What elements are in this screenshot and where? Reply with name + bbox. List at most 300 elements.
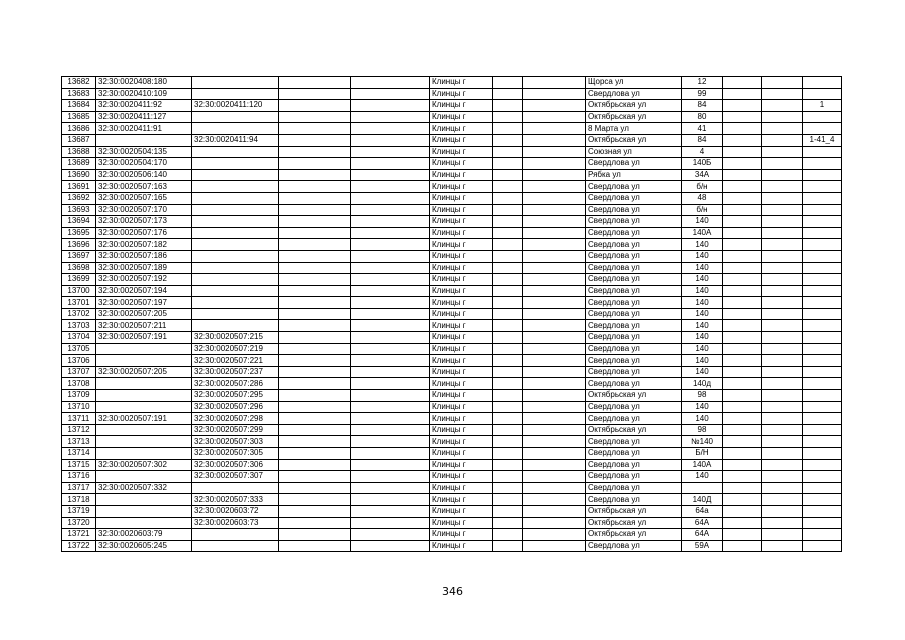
apartment-cell bbox=[803, 424, 842, 436]
apartment-cell bbox=[803, 297, 842, 309]
apartment-cell bbox=[803, 216, 842, 228]
empty-cell bbox=[493, 204, 523, 216]
street-cell: Свердлова ул bbox=[586, 482, 682, 494]
city-cell: Клинцы г bbox=[430, 216, 493, 228]
empty-cell bbox=[723, 424, 762, 436]
row-number-cell: 13684 bbox=[62, 100, 96, 112]
street-cell: Свердлова ул bbox=[586, 262, 682, 274]
empty-cell bbox=[723, 123, 762, 135]
city-cell: Клинцы г bbox=[430, 100, 493, 112]
cadastral-number-cell bbox=[96, 343, 192, 355]
empty-cell bbox=[762, 123, 803, 135]
empty-cell bbox=[279, 355, 351, 367]
table-row bbox=[62, 274, 842, 286]
empty-cell bbox=[493, 529, 523, 541]
table-row bbox=[62, 308, 842, 320]
empty-cell bbox=[493, 250, 523, 262]
empty-cell bbox=[762, 216, 803, 228]
row-number-cell: 13683 bbox=[62, 88, 96, 100]
street-cell: Октябрьская ул bbox=[586, 529, 682, 541]
empty-cell bbox=[279, 482, 351, 494]
empty-cell bbox=[493, 158, 523, 170]
city-cell: Клинцы г bbox=[430, 390, 493, 402]
apartment-cell bbox=[803, 505, 842, 517]
house-cell: 99 bbox=[682, 88, 723, 100]
cadastral-number-cell: 32:30:0020507:173 bbox=[96, 216, 192, 228]
apartment-cell bbox=[803, 471, 842, 483]
apartment-cell bbox=[803, 204, 842, 216]
empty-cell bbox=[351, 332, 430, 344]
table-row bbox=[62, 320, 842, 332]
cadastral-number-2-cell bbox=[192, 308, 279, 320]
empty-cell bbox=[279, 459, 351, 471]
row-number-cell: 13712 bbox=[62, 424, 96, 436]
empty-cell bbox=[279, 332, 351, 344]
apartment-cell bbox=[803, 390, 842, 402]
empty-cell bbox=[279, 192, 351, 204]
house-cell: 12 bbox=[682, 77, 723, 89]
street-cell: Свердлова ул bbox=[586, 378, 682, 390]
cadastral-number-cell: 32:30:0020507:191 bbox=[96, 413, 192, 425]
cadastral-number-2-cell: 32:30:0020507:307 bbox=[192, 471, 279, 483]
empty-cell bbox=[523, 181, 586, 193]
house-cell: 140 bbox=[682, 401, 723, 413]
empty-cell bbox=[762, 192, 803, 204]
empty-cell bbox=[493, 355, 523, 367]
table-row bbox=[62, 459, 842, 471]
empty-cell bbox=[523, 413, 586, 425]
empty-cell bbox=[279, 239, 351, 251]
empty-cell bbox=[523, 424, 586, 436]
empty-cell bbox=[279, 274, 351, 286]
table-row bbox=[62, 517, 842, 529]
house-cell: б/н bbox=[682, 181, 723, 193]
empty-cell bbox=[279, 378, 351, 390]
table-row bbox=[62, 88, 842, 100]
empty-cell bbox=[351, 459, 430, 471]
row-number-cell: 13693 bbox=[62, 204, 96, 216]
empty-cell bbox=[523, 459, 586, 471]
cadastral-number-2-cell bbox=[192, 88, 279, 100]
empty-cell bbox=[523, 88, 586, 100]
cadastral-number-cell bbox=[96, 494, 192, 506]
apartment-cell bbox=[803, 274, 842, 286]
street-cell: Рябка ул bbox=[586, 169, 682, 181]
row-number-cell: 13708 bbox=[62, 378, 96, 390]
table-row bbox=[62, 134, 842, 146]
cadastral-number-2-cell bbox=[192, 250, 279, 262]
row-number-cell: 13715 bbox=[62, 459, 96, 471]
city-cell: Клинцы г bbox=[430, 540, 493, 552]
empty-cell bbox=[723, 134, 762, 146]
apartment-cell bbox=[803, 378, 842, 390]
house-cell: 140 bbox=[682, 320, 723, 332]
cadastral-number-2-cell bbox=[192, 297, 279, 309]
city-cell: Клинцы г bbox=[430, 424, 493, 436]
empty-cell bbox=[762, 436, 803, 448]
empty-cell bbox=[493, 540, 523, 552]
city-cell: Клинцы г bbox=[430, 505, 493, 517]
cadastral-number-cell: 32:30:0020411:127 bbox=[96, 111, 192, 123]
cadastral-number-cell: 32:30:0020507:163 bbox=[96, 181, 192, 193]
empty-cell bbox=[762, 517, 803, 529]
empty-cell bbox=[523, 123, 586, 135]
city-cell: Клинцы г bbox=[430, 482, 493, 494]
city-cell: Клинцы г bbox=[430, 529, 493, 541]
table-row bbox=[62, 471, 842, 483]
empty-cell bbox=[493, 146, 523, 158]
cadastral-number-cell: 32:30:0020507:332 bbox=[96, 482, 192, 494]
apartment-cell bbox=[803, 332, 842, 344]
street-cell: Октябрьская ул bbox=[586, 134, 682, 146]
empty-cell bbox=[723, 540, 762, 552]
house-cell: 140Д bbox=[682, 494, 723, 506]
apartment-cell: 1-41_4 bbox=[803, 134, 842, 146]
empty-cell bbox=[351, 216, 430, 228]
city-cell: Клинцы г bbox=[430, 413, 493, 425]
cadastral-number-2-cell bbox=[192, 239, 279, 251]
empty-cell bbox=[523, 297, 586, 309]
empty-cell bbox=[723, 181, 762, 193]
empty-cell bbox=[723, 401, 762, 413]
cadastral-number-cell: 32:30:0020507:170 bbox=[96, 204, 192, 216]
table-row bbox=[62, 355, 842, 367]
apartment-cell bbox=[803, 169, 842, 181]
apartment-cell bbox=[803, 436, 842, 448]
empty-cell bbox=[279, 262, 351, 274]
empty-cell bbox=[723, 158, 762, 170]
cadastral-number-2-cell: 32:30:0020507:303 bbox=[192, 436, 279, 448]
apartment-cell bbox=[803, 494, 842, 506]
empty-cell bbox=[723, 471, 762, 483]
street-cell: 8 Марта ул bbox=[586, 123, 682, 135]
empty-cell bbox=[523, 366, 586, 378]
table-row bbox=[62, 262, 842, 274]
cadastral-number-2-cell: 32:30:0020507:306 bbox=[192, 459, 279, 471]
table-row bbox=[62, 378, 842, 390]
empty-cell bbox=[762, 274, 803, 286]
cadastral-number-cell bbox=[96, 517, 192, 529]
cadastral-number-2-cell bbox=[192, 274, 279, 286]
row-number-cell: 13717 bbox=[62, 482, 96, 494]
empty-cell bbox=[723, 378, 762, 390]
empty-cell bbox=[279, 366, 351, 378]
table-row bbox=[62, 332, 842, 344]
cadastral-number-2-cell: 32:30:0020507:305 bbox=[192, 448, 279, 460]
empty-cell bbox=[351, 448, 430, 460]
cadastral-number-cell: 32:30:0020506:140 bbox=[96, 169, 192, 181]
row-number-cell: 13689 bbox=[62, 158, 96, 170]
table-row bbox=[62, 448, 842, 460]
street-cell: Союзная ул bbox=[586, 146, 682, 158]
apartment-cell bbox=[803, 308, 842, 320]
empty-cell bbox=[279, 401, 351, 413]
empty-cell bbox=[762, 227, 803, 239]
empty-cell bbox=[351, 192, 430, 204]
city-cell: Клинцы г bbox=[430, 239, 493, 251]
empty-cell bbox=[351, 158, 430, 170]
empty-cell bbox=[493, 111, 523, 123]
empty-cell bbox=[523, 320, 586, 332]
empty-cell bbox=[493, 227, 523, 239]
empty-cell bbox=[723, 332, 762, 344]
empty-cell bbox=[723, 100, 762, 112]
empty-cell bbox=[351, 250, 430, 262]
empty-cell bbox=[279, 448, 351, 460]
empty-cell bbox=[723, 366, 762, 378]
house-cell: 140 bbox=[682, 297, 723, 309]
cadastral-number-2-cell bbox=[192, 181, 279, 193]
cadastral-number-2-cell bbox=[192, 192, 279, 204]
cadastral-number-2-cell bbox=[192, 262, 279, 274]
city-cell: Клинцы г bbox=[430, 134, 493, 146]
empty-cell bbox=[493, 77, 523, 89]
cadastral-number-2-cell: 32:30:0020507:333 bbox=[192, 494, 279, 506]
apartment-cell bbox=[803, 343, 842, 355]
empty-cell bbox=[279, 169, 351, 181]
empty-cell bbox=[523, 204, 586, 216]
empty-cell bbox=[279, 505, 351, 517]
city-cell: Клинцы г bbox=[430, 77, 493, 89]
street-cell: Свердлова ул bbox=[586, 308, 682, 320]
empty-cell bbox=[279, 227, 351, 239]
city-cell: Клинцы г bbox=[430, 146, 493, 158]
table-row bbox=[62, 540, 842, 552]
empty-cell bbox=[523, 529, 586, 541]
row-number-cell: 13720 bbox=[62, 517, 96, 529]
city-cell: Клинцы г bbox=[430, 285, 493, 297]
city-cell: Клинцы г bbox=[430, 158, 493, 170]
empty-cell bbox=[493, 459, 523, 471]
empty-cell bbox=[351, 505, 430, 517]
empty-cell bbox=[279, 88, 351, 100]
table-row bbox=[62, 146, 842, 158]
empty-cell bbox=[493, 332, 523, 344]
cadastral-number-2-cell: 32:30:0020507:286 bbox=[192, 378, 279, 390]
house-cell: 140А bbox=[682, 459, 723, 471]
apartment-cell bbox=[803, 123, 842, 135]
house-cell: 140 bbox=[682, 471, 723, 483]
apartment-cell bbox=[803, 401, 842, 413]
street-cell: Свердлова ул bbox=[586, 192, 682, 204]
empty-cell bbox=[723, 262, 762, 274]
empty-cell bbox=[279, 320, 351, 332]
empty-cell bbox=[723, 285, 762, 297]
empty-cell bbox=[523, 390, 586, 402]
empty-cell bbox=[723, 505, 762, 517]
row-number-cell: 13702 bbox=[62, 308, 96, 320]
house-cell: 140 bbox=[682, 239, 723, 251]
cadastral-number-2-cell bbox=[192, 111, 279, 123]
cadastral-number-cell: 32:30:0020507:205 bbox=[96, 308, 192, 320]
empty-cell bbox=[279, 216, 351, 228]
empty-cell bbox=[493, 424, 523, 436]
row-number-cell: 13699 bbox=[62, 274, 96, 286]
apartment-cell bbox=[803, 181, 842, 193]
apartment-cell bbox=[803, 366, 842, 378]
table-row bbox=[62, 529, 842, 541]
street-cell: Свердлова ул bbox=[586, 158, 682, 170]
table-row bbox=[62, 227, 842, 239]
city-cell: Клинцы г bbox=[430, 111, 493, 123]
house-cell: 98 bbox=[682, 424, 723, 436]
city-cell: Клинцы г bbox=[430, 250, 493, 262]
empty-cell bbox=[762, 401, 803, 413]
empty-cell bbox=[762, 169, 803, 181]
empty-cell bbox=[279, 111, 351, 123]
city-cell: Клинцы г bbox=[430, 320, 493, 332]
table-row bbox=[62, 424, 842, 436]
cadastral-number-cell bbox=[96, 436, 192, 448]
house-cell: Б/Н bbox=[682, 448, 723, 460]
row-number-cell: 13719 bbox=[62, 505, 96, 517]
street-cell: Свердлова ул bbox=[586, 239, 682, 251]
row-number-cell: 13722 bbox=[62, 540, 96, 552]
empty-cell bbox=[523, 355, 586, 367]
city-cell: Клинцы г bbox=[430, 378, 493, 390]
street-cell: Свердлова ул bbox=[586, 181, 682, 193]
apartment-cell bbox=[803, 320, 842, 332]
house-cell: 140 bbox=[682, 274, 723, 286]
cadastral-number-cell: 32:30:0020507:205 bbox=[96, 366, 192, 378]
house-cell: 140 bbox=[682, 216, 723, 228]
house-cell: 80 bbox=[682, 111, 723, 123]
page-number: 346 bbox=[442, 585, 463, 598]
table-row bbox=[62, 250, 842, 262]
empty-cell bbox=[762, 285, 803, 297]
city-cell: Клинцы г bbox=[430, 308, 493, 320]
apartment-cell bbox=[803, 262, 842, 274]
empty-cell bbox=[493, 517, 523, 529]
empty-cell bbox=[762, 505, 803, 517]
empty-cell bbox=[279, 308, 351, 320]
empty-cell bbox=[762, 366, 803, 378]
cadastral-number-2-cell bbox=[192, 146, 279, 158]
empty-cell bbox=[351, 77, 430, 89]
table-row bbox=[62, 181, 842, 193]
street-cell: Свердлова ул bbox=[586, 250, 682, 262]
empty-cell bbox=[279, 123, 351, 135]
city-cell: Клинцы г bbox=[430, 227, 493, 239]
house-cell: 140 bbox=[682, 355, 723, 367]
house-cell: 140Б bbox=[682, 158, 723, 170]
row-number-cell: 13714 bbox=[62, 448, 96, 460]
cadastral-number-2-cell bbox=[192, 227, 279, 239]
empty-cell bbox=[723, 216, 762, 228]
empty-cell bbox=[279, 77, 351, 89]
empty-cell bbox=[523, 505, 586, 517]
street-cell: Свердлова ул bbox=[586, 471, 682, 483]
house-cell: 140 bbox=[682, 332, 723, 344]
empty-cell bbox=[351, 227, 430, 239]
apartment-cell bbox=[803, 250, 842, 262]
cadastral-number-cell: 32:30:0020507:182 bbox=[96, 239, 192, 251]
empty-cell bbox=[523, 227, 586, 239]
city-cell: Клинцы г bbox=[430, 88, 493, 100]
empty-cell bbox=[351, 390, 430, 402]
empty-cell bbox=[523, 471, 586, 483]
street-cell: Свердлова ул bbox=[586, 297, 682, 309]
apartment-cell bbox=[803, 77, 842, 89]
house-cell: 140 bbox=[682, 262, 723, 274]
cadastral-number-2-cell bbox=[192, 204, 279, 216]
empty-cell bbox=[279, 413, 351, 425]
table-row bbox=[62, 77, 842, 89]
row-number-cell: 13697 bbox=[62, 250, 96, 262]
house-cell: б/н bbox=[682, 204, 723, 216]
empty-cell bbox=[351, 378, 430, 390]
row-number-cell: 13703 bbox=[62, 320, 96, 332]
empty-cell bbox=[762, 482, 803, 494]
street-cell: Свердлова ул bbox=[586, 285, 682, 297]
cadastral-number-cell: 32:30:0020507:192 bbox=[96, 274, 192, 286]
table-row bbox=[62, 192, 842, 204]
table-row bbox=[62, 111, 842, 123]
empty-cell bbox=[523, 111, 586, 123]
empty-cell bbox=[351, 540, 430, 552]
empty-cell bbox=[493, 448, 523, 460]
empty-cell bbox=[762, 239, 803, 251]
empty-cell bbox=[351, 181, 430, 193]
house-cell: 34А bbox=[682, 169, 723, 181]
street-cell: Свердлова ул bbox=[586, 320, 682, 332]
empty-cell bbox=[493, 390, 523, 402]
empty-cell bbox=[351, 401, 430, 413]
row-number-cell: 13700 bbox=[62, 285, 96, 297]
row-number-cell: 13695 bbox=[62, 227, 96, 239]
cadastral-number-2-cell bbox=[192, 77, 279, 89]
cadastral-number-2-cell: 32:30:0020411:94 bbox=[192, 134, 279, 146]
empty-cell bbox=[723, 320, 762, 332]
house-cell: 140А bbox=[682, 227, 723, 239]
empty-cell bbox=[351, 413, 430, 425]
row-number-cell: 13711 bbox=[62, 413, 96, 425]
street-cell: Свердлова ул bbox=[586, 401, 682, 413]
empty-cell bbox=[523, 239, 586, 251]
apartment-cell bbox=[803, 111, 842, 123]
house-cell: 48 bbox=[682, 192, 723, 204]
house-cell: 140 bbox=[682, 308, 723, 320]
cadastral-number-2-cell bbox=[192, 320, 279, 332]
row-number-cell: 13691 bbox=[62, 181, 96, 193]
empty-cell bbox=[351, 123, 430, 135]
row-number-cell: 13690 bbox=[62, 169, 96, 181]
empty-cell bbox=[351, 204, 430, 216]
empty-cell bbox=[279, 146, 351, 158]
empty-cell bbox=[523, 494, 586, 506]
cadastral-number-cell: 32:30:0020507:165 bbox=[96, 192, 192, 204]
house-cell: 140д bbox=[682, 378, 723, 390]
empty-cell bbox=[351, 285, 430, 297]
cadastral-number-2-cell: 32:30:0020507:237 bbox=[192, 366, 279, 378]
cadastral-number-2-cell: 32:30:0020507:299 bbox=[192, 424, 279, 436]
street-cell: Свердлова ул bbox=[586, 343, 682, 355]
empty-cell bbox=[762, 459, 803, 471]
empty-cell bbox=[351, 366, 430, 378]
empty-cell bbox=[351, 297, 430, 309]
empty-cell bbox=[762, 390, 803, 402]
table-row bbox=[62, 494, 842, 506]
house-cell: 98 bbox=[682, 390, 723, 402]
empty-cell bbox=[723, 111, 762, 123]
empty-cell bbox=[762, 332, 803, 344]
empty-cell bbox=[279, 343, 351, 355]
table-row bbox=[62, 482, 842, 494]
row-number-cell: 13713 bbox=[62, 436, 96, 448]
house-cell: 64А bbox=[682, 517, 723, 529]
empty-cell bbox=[523, 250, 586, 262]
cadastral-number-cell: 32:30:0020507:189 bbox=[96, 262, 192, 274]
